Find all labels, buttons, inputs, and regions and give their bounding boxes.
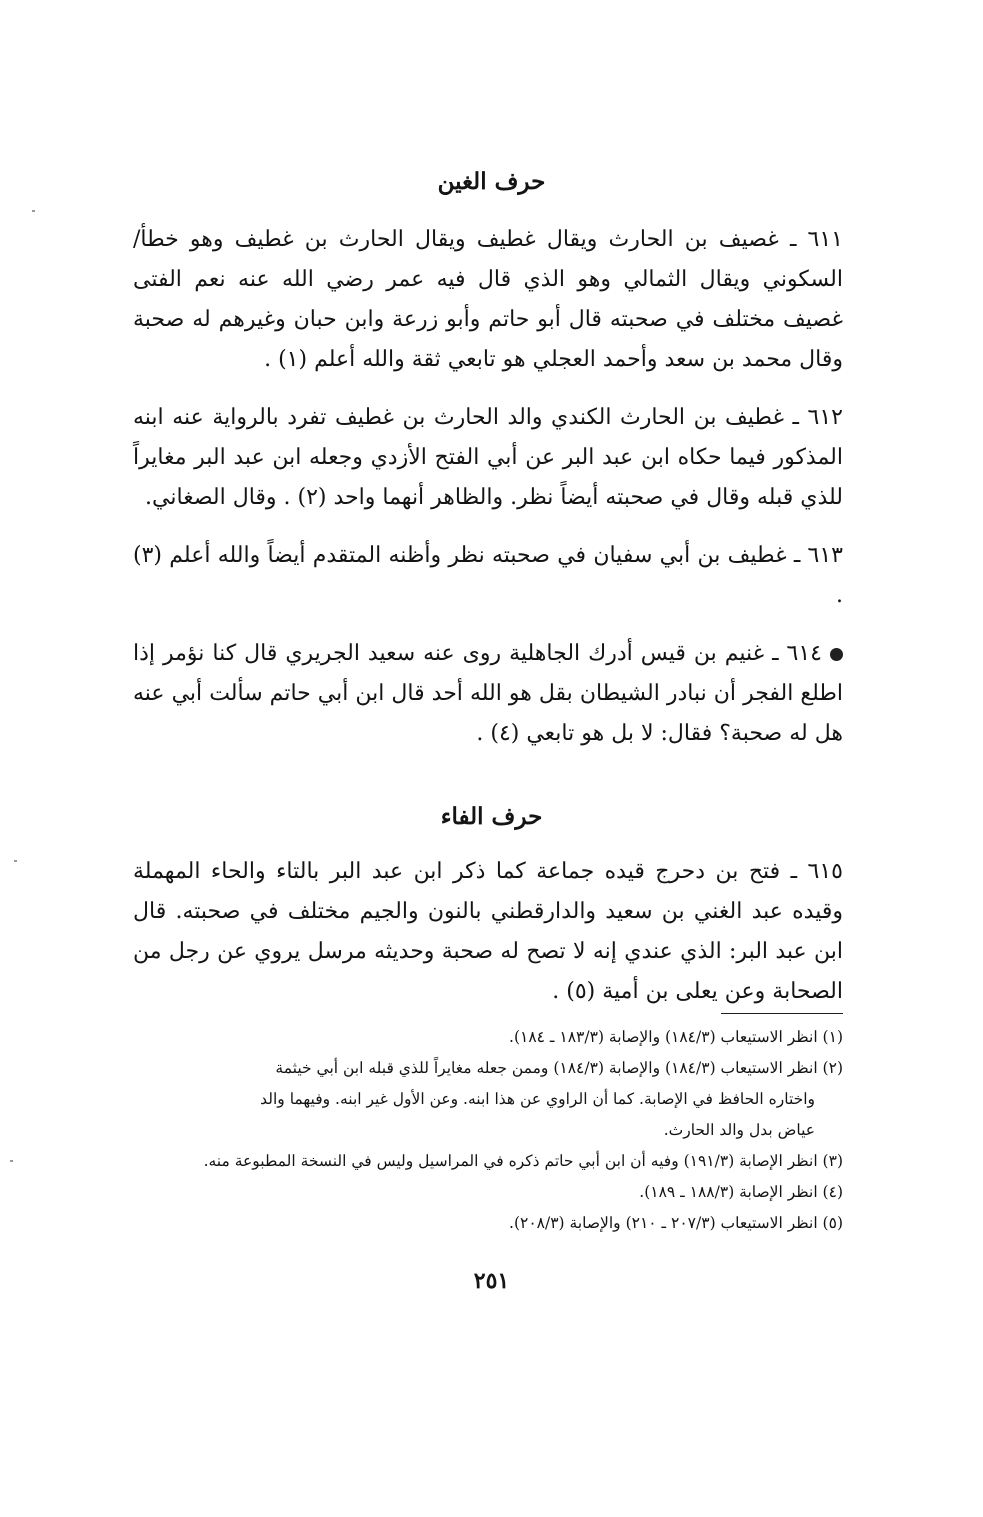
page-number-text: ٢٥١: [473, 1268, 510, 1294]
footnote-5: (٥) انظر الاستيعاب (٢٠٧/٣ ـ ٢١٠) والإصابة (٢٠٨/٣).: [509, 1214, 843, 1232]
entry-614: [133, 634, 843, 754]
footnote-4: (٤) انظر الإصابة (١٨٨/٣ ـ ١٨٩).: [639, 1183, 843, 1201]
entry-number: ٦١١: [807, 227, 843, 252]
entry-number: ٦١٢: [807, 405, 843, 430]
entries-ghain: [133, 220, 843, 754]
entry-text: ـ فتح بن دحرج قيده جماعة كما ذكر ابن عبد البر بالتاء والحاء المهملة وقيده عبد الغني بن سعيد والدارقطني بالنون والجيم مختلف في صحبته. قال ابن عبد البر: الذي عندي إنه لا تصح له صحبة وحديثه مرسل يروي عن رجل من الصحابة وعن يعلى بن أمية (٥) .: [133, 859, 843, 1004]
entry-613: [133, 536, 843, 616]
footnote-separator: [721, 1013, 843, 1014]
footnote-2-line-3: عياض بدل والد الحارث.: [663, 1121, 815, 1139]
footnote-1: (١) انظر الاستيعاب (١٨٤/٣) والإصابة (١٨٣/٣ ـ ١٨٤).: [509, 1028, 843, 1046]
entry-611: [133, 220, 843, 380]
footnote-3: (٣) انظر الإصابة (١٩١/٣) وفيه أن ابن أبي حاتم ذكره في المراسيل وليس في النسخة المطبوعة منه.: [203, 1152, 843, 1170]
footnotes: [123, 1022, 843, 1239]
entry-number: ٦١٣: [807, 543, 843, 568]
entry-612: [133, 398, 843, 518]
entry-text: ـ غطيف بن أبي سفيان في صحبته نظر وأظنه المتقدم أيضاً والله أعلم (٣) .: [133, 543, 843, 608]
entry-text: ـ غطيف بن الحارث الكندي والد الحارث بن غطيف تفرد بالرواية عنه ابنه المذكور فيما حكاه ابن عبد البر عن أبي الفتح الأزدي وجعله ابن عبد البر مغايراً للذي قبله وقال في صحبته أيضاً نظر. والظاهر أنهما واحد (٢) . وقال الصغاني.: [133, 405, 843, 510]
page-number: [0, 1268, 983, 1294]
section-heading-fa: [0, 803, 983, 830]
entry-number: ٦١٥: [807, 859, 843, 884]
entries-fa: [133, 852, 843, 1012]
entry-615: [133, 852, 843, 1012]
footnote-2-line-2: واختاره الحافظ في الإصابة. كما أن الراوي عن هذا ابنه. وعن الأول غير ابنه. وفيهما والد: [260, 1090, 815, 1108]
entry-text: ـ غصيف بن الحارث ويقال غطيف ويقال الحارث بن غطيف وهو خطأ/ السكوني ويقال الثمالي وهو الذي قال فيه عمر رضي الله عنه نعم الفتى غصيف مختلف في صحبته قال أبو حاتم وأبو زرعة وابن حبان وغيرهم له صحبة وقال محمد بن سعد وأحمد العجلي هو تابعي ثقة والله أعلم (١) .: [133, 227, 843, 372]
bullet-marker: [830, 648, 843, 661]
footnote-2-line-1: (٢) انظر الاستيعاب (١٨٤/٣) والإصابة (١٨٤/٣) وممن جعله مغايراً للذي قبله ابن أبي خيثمة: [275, 1059, 843, 1077]
entry-number: ٦١٤: [786, 641, 822, 666]
section-heading-fa-text: حرف الفاء: [440, 803, 543, 830]
section-heading-ghain-text: حرف الغين: [437, 168, 546, 195]
entry-text: ـ غنيم بن قيس أدرك الجاهلية روى عنه سعيد الجريري قال كنا نؤمر إذا اطلع الفجر أن نبادر الشيطان بقل هو الله أحد قال ابن أبي حاتم سألت أبي عنه هل له صحبة؟ فقال: لا بل هو تابعي (٤) .: [133, 641, 843, 746]
section-heading-ghain: [0, 168, 983, 195]
